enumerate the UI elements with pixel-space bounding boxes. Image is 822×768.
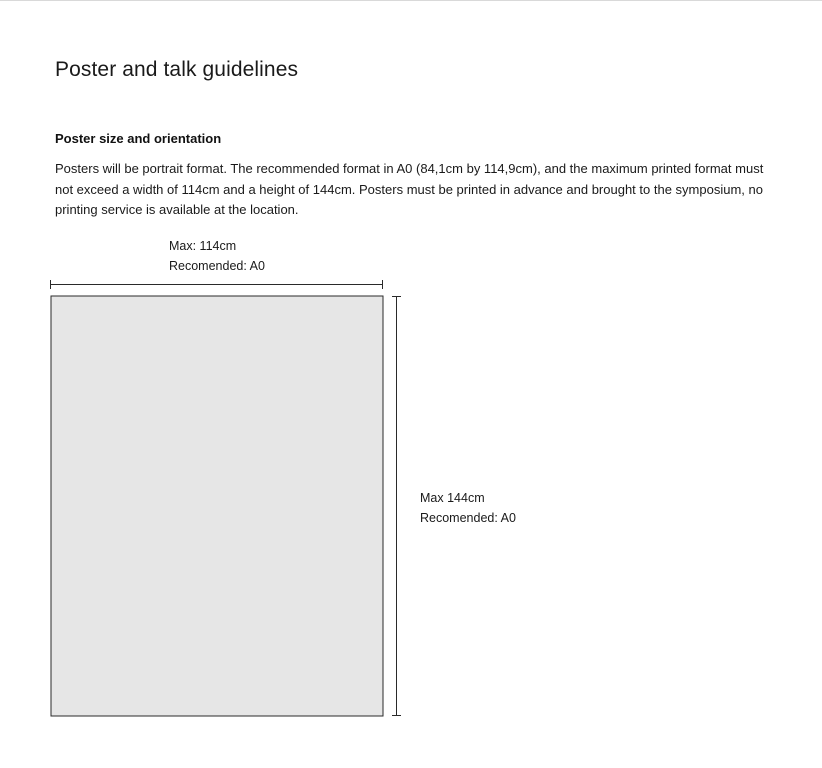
page-title: Poster and talk guidelines [55, 58, 299, 81]
paragraph-line: not exceed a width of 114cm and a height of 144cm. Posters must be printed in advance and brought to the symposium, no [55, 181, 763, 197]
width-recommended-label: Recomended: A0 [169, 259, 265, 273]
height-dimension-line [392, 296, 401, 716]
paragraph-line: Posters will be portrait format. The recommended format in A0 (84,1cm by 114,9cm), and the maximum printed format must [55, 161, 764, 176]
poster-guidelines-paragraph [55, 159, 795, 221]
width-dimension-line [50, 280, 383, 289]
height-recommended-label: Recomended: A0 [420, 511, 516, 525]
height-max-label: Max 144cm [420, 491, 485, 505]
section-title: Poster size and orientation [55, 131, 222, 146]
width-dimension-label [169, 236, 265, 276]
height-dimension-label [420, 488, 516, 528]
paragraph-line: printing service is available at the location. [55, 202, 299, 217]
top-divider [0, 0, 822, 1]
width-max-label: Max: 114cm [169, 239, 237, 253]
poster-outline [51, 296, 383, 716]
